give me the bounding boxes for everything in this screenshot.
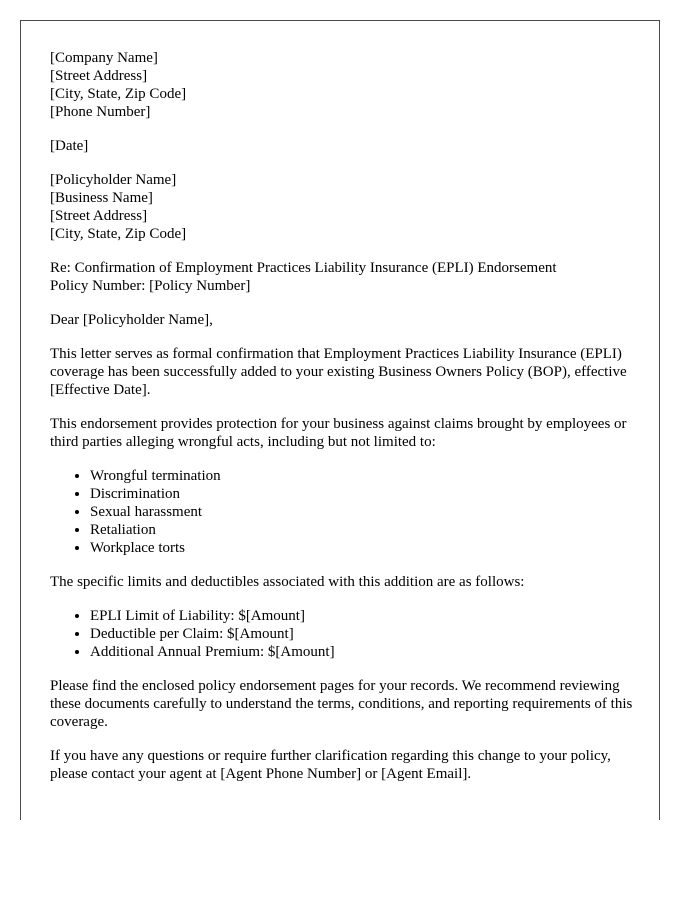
subject-block: [50, 259, 640, 295]
sender-phone: [Phone Number]: [50, 104, 151, 120]
letter-page: [20, 20, 660, 820]
letter-content: [50, 49, 640, 799]
recipient-city: [City, State, Zip Code]: [50, 226, 187, 242]
list-item: • EPLI Limit of Liability: $[Amount]: [90, 607, 640, 625]
limits-list: [50, 607, 640, 661]
limits-intro-paragraph: The specific limits and deductibles associated with this addition are as follows:: [50, 574, 525, 590]
wrongful-acts-list: [50, 467, 640, 557]
subject-line: Re: Confirmation of Employment Practices Liability Insurance (EPLI) Endorsement: [50, 260, 557, 276]
sender-city: [City, State, Zip Code]: [50, 86, 187, 102]
list-item: • Workplace torts: [90, 539, 640, 557]
recipient-address: [50, 171, 640, 243]
letter-date-block: [50, 137, 640, 155]
recipient-name: [Policyholder Name]: [50, 172, 177, 188]
intro-paragraph: This letter serves as formal confirmation that Employment Practices Liability Insurance (EPLI) coverage has been successfully added to your existing Business Owners Policy (BOP), effective [Effective Date].: [50, 346, 627, 398]
policy-number: Policy Number: [Policy Number]: [50, 278, 251, 294]
letter-date: [Date]: [50, 138, 89, 154]
contact-paragraph: If you have any questions or require further clarification regarding this change to your policy, please contact your agent at [Agent Phone Number] or [Agent Email].: [50, 748, 611, 782]
enclosed-paragraph: Please find the enclosed policy endorsement pages for your records. We recommend reviewing these documents carefully to understand the terms, conditions, and reporting requirements of this coverage.: [50, 678, 633, 730]
protection-paragraph: This endorsement provides protection for your business against claims brought by employees or third parties alleging wrongful acts, including but not limited to:: [50, 416, 627, 450]
list-item: • Discrimination: [90, 485, 640, 503]
recipient-street: [Street Address]: [50, 208, 148, 224]
list-item: • Additional Annual Premium: $[Amount]: [90, 643, 640, 661]
list-item: • Sexual harassment: [90, 503, 640, 521]
recipient-business: [Business Name]: [50, 190, 153, 206]
list-item: • Wrongful termination: [90, 467, 640, 485]
list-item: • Deductible per Claim: $[Amount]: [90, 625, 640, 643]
list-item: • Retaliation: [90, 521, 640, 539]
sender-address: [50, 49, 640, 121]
salutation: Dear [Policyholder Name],: [50, 312, 213, 328]
sender-company: [Company Name]: [50, 50, 158, 66]
sender-street: [Street Address]: [50, 68, 148, 84]
